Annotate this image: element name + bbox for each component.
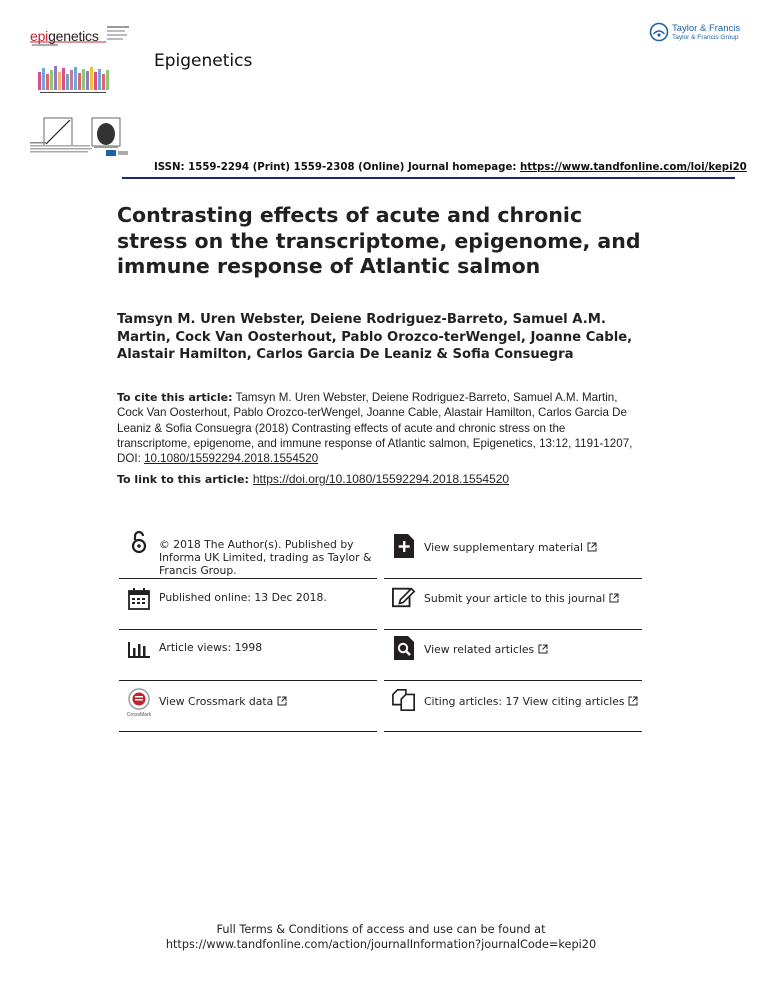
license-cell xyxy=(119,527,377,579)
crossmark-icon xyxy=(125,688,153,718)
publisher-name: Taylor & Francis xyxy=(672,23,741,34)
external-link-icon xyxy=(538,644,548,654)
external-link-icon xyxy=(628,696,638,706)
crossmark-link[interactable]: View Crossmark data xyxy=(159,695,287,708)
published-date: Published online: 13 Dec 2018. xyxy=(159,591,327,604)
article-title: Contrasting effects of acute and chronic stress on the transcriptome, epigenome, and immune response of Atlantic salmon xyxy=(117,203,641,278)
publisher-logo[interactable] xyxy=(649,22,745,44)
related-cell[interactable] xyxy=(384,629,642,681)
views-cell xyxy=(119,629,377,681)
license-text: © 2018 The Author(s). Published by Informa UK Limited, trading as Taylor & Francis Group. xyxy=(159,538,372,577)
cover-journal-logo: epigenetics xyxy=(30,28,99,44)
article-authors: Tamsyn M. Uren Webster, Deiene Rodriguez-Barreto, Samuel A.M. Martin, Cock Van Oosterhout, Pablo Orozco-terWengel, Joanne Cable, Alastair Hamilton, Carlos Garcia De Leaniz & Sofia Consuegra xyxy=(117,312,633,362)
article-doi-link[interactable]: https://doi.org/10.1080/15592294.2018.1554520 xyxy=(252,472,510,486)
open-access-icon xyxy=(127,529,151,555)
submit-link[interactable]: Submit your article to this journal xyxy=(424,592,619,605)
citation-text: Tamsyn M. Uren Webster, Deiene Rodriguez-Barreto, Samuel A.M. Martin, Cock Van Oosterhout, Pablo Orozco-terWengel, Joanne Cable, Alastair Hamilton, Carlos Garcia De Leaniz & Sofia Consuegra (2018) Contrasting effects of acute and chronic stress on the transcriptome, epigenome, and immune response of Atlantic salmon, Epigenetics, 13:12, 1191-1207, DOI: xyxy=(117,391,633,466)
header-divider xyxy=(122,177,735,179)
supplementary-cell[interactable] xyxy=(384,527,642,579)
crossmark-badge-label: CrossMark xyxy=(126,712,152,718)
external-link-icon xyxy=(587,542,597,552)
citation-label: To cite this article: xyxy=(117,391,233,404)
citation-doi-link[interactable]: 10.1080/15592294.2018.1554520 xyxy=(144,452,319,466)
edit-document-icon xyxy=(392,584,416,610)
footer-terms-link[interactable]: https://www.tandfonline.com/action/journalInformation?journalCode=kepi20 xyxy=(165,938,597,951)
bar-chart-icon xyxy=(127,637,151,663)
terms-footer xyxy=(0,922,762,952)
submit-cell[interactable] xyxy=(384,578,642,630)
search-document-icon xyxy=(392,635,416,661)
article-link-line xyxy=(117,472,509,486)
footer-line-1: Full Terms & Conditions of access and use can be found at xyxy=(216,923,546,936)
journal-homepage-link[interactable]: https://www.tandfonline.com/loi/kepi20 xyxy=(520,162,747,173)
issn-line: ISSN: 1559-2294 (Print) 1559-2308 (Online) Journal homepage: https://www.tandfonline.com/loi/kepi20 xyxy=(154,162,747,173)
publisher-group: Taylor & Francis Group xyxy=(672,34,739,41)
link-label: To link to this article: xyxy=(117,473,249,486)
copy-documents-icon xyxy=(392,687,416,713)
external-link-icon xyxy=(277,696,287,706)
journal-name: Epigenetics xyxy=(154,51,253,71)
taylor-francis-logo-icon xyxy=(649,22,669,42)
citing-cell[interactable] xyxy=(384,680,642,732)
citation-block xyxy=(117,390,637,466)
add-file-icon xyxy=(392,533,416,559)
external-link-icon xyxy=(609,593,619,603)
citing-link[interactable]: Citing articles: 17 View citing articles xyxy=(424,695,638,708)
crossmark-cell[interactable] xyxy=(119,680,377,732)
related-link[interactable]: View related articles xyxy=(424,643,548,656)
cover-caption-lines xyxy=(30,140,130,164)
calendar-icon xyxy=(127,586,151,612)
article-views: Article views: 1998 xyxy=(159,641,263,654)
supplementary-link[interactable]: View supplementary material xyxy=(424,541,597,554)
published-cell xyxy=(119,578,377,630)
